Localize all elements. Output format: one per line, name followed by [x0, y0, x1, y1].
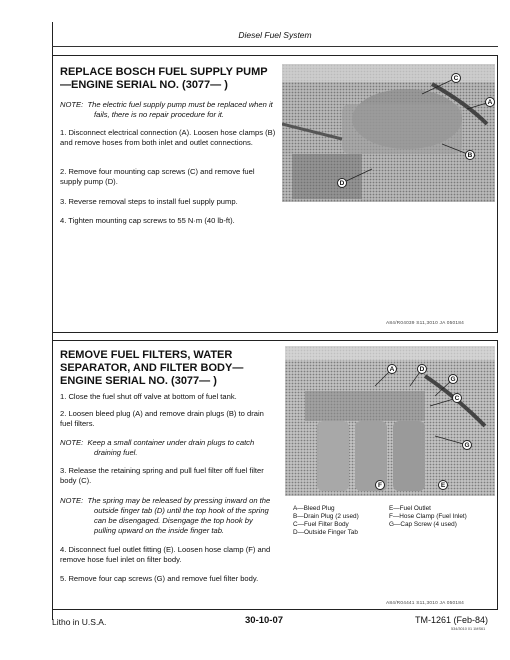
step-5: 5. Remove four cap screws (G) and remove fuel filter body.: [60, 574, 259, 583]
step-4: 4. Disconnect fuel outlet fitting (E). Loosen hose clamp (F) and remove hose fuel inlet on filter body.: [60, 545, 271, 564]
fuel-filter-photo: [285, 346, 495, 496]
photo-id: A84/R04441 S11,3010 JA 050184: [386, 601, 464, 606]
footer-small-code: 534/3010 01 1MS61: [451, 627, 486, 631]
step-3: 3. Release the retaining spring and pull fuel filter off fuel filter body (C).: [60, 466, 264, 485]
step-2: 2. Remove four mounting cap screws (C) and remove fuel supply pump (D).: [60, 167, 255, 186]
header-rule: [52, 46, 498, 47]
note-label: NOTE:: [60, 496, 84, 505]
legend-item: A—Bleed Plug: [293, 505, 335, 512]
callout-g-top: G: [448, 374, 458, 384]
manual-code: TM-1261 (Feb-84): [415, 615, 489, 625]
step-3: 3. Reverse removal steps to install fuel supply pump.: [60, 197, 238, 206]
note-label: NOTE:: [60, 438, 84, 447]
legend-left: [293, 505, 389, 537]
note-2: [60, 496, 276, 536]
callout-a: A: [485, 97, 495, 107]
callout-b: B: [465, 150, 475, 160]
footer-printed: Litho in U.S.A.: [52, 617, 107, 627]
callout-a: A: [387, 364, 397, 374]
note-text: The electric fuel supply pump must be replaced when it fails, there is no repair procedure for it.: [87, 100, 273, 119]
note: [60, 100, 276, 120]
note-text: The spring may be released by pressing inward on the outside finger tab (D) until the top hook of the spring can be disengaged. Disengage the top hook by pulling upward on the inside finger tab.: [87, 496, 271, 535]
callout-c: C: [451, 73, 461, 83]
legend-item: B—Drain Plug (2 used): [293, 513, 359, 520]
callout-g-side: G: [462, 440, 472, 450]
callout-c: C: [452, 393, 462, 403]
callout-f: F: [375, 480, 385, 490]
note-1: [60, 438, 276, 458]
legend-item: D—Outside Finger Tab: [293, 529, 358, 536]
page-number: 30-10-07: [245, 615, 284, 626]
section-remove-fuel-filters: [52, 340, 498, 610]
legend-item: E—Fuel Outlet: [389, 505, 431, 512]
note-label: NOTE:: [60, 100, 84, 109]
step-1: 1. Close the fuel shut off valve at bottom of fuel tank.: [60, 392, 237, 401]
step-4: 4. Tighten mounting cap screws to 55 N·m (40 lb-ft).: [60, 216, 235, 225]
section-replace-fuel-pump: [52, 55, 498, 333]
section-title: REMOVE FUEL FILTERS, WATER SEPARATOR, AND FILTER BODY—ENGINE SERIAL NO. (3077— ): [60, 349, 244, 387]
legend-item: F—Hose Clamp (Fuel Inlet): [389, 513, 467, 520]
step-1: 1. Disconnect electrical connection (A). Loosen hose clamps (B) and remove hoses from both inlet and outlet connections.: [60, 128, 276, 147]
fuel-pump-photo: [282, 64, 495, 202]
callout-d: D: [337, 178, 347, 188]
photo-id: A84/R04039 S11,3010 JA 050184: [386, 321, 464, 326]
callout-e: E: [438, 480, 448, 490]
legend-item: G—Cap Screw (4 used): [389, 521, 457, 528]
running-head: Diesel Fuel System: [238, 30, 312, 40]
legend-right: [389, 505, 497, 529]
note-text: Keep a small container under drain plugs to catch draining fuel.: [87, 438, 255, 457]
section-title: REPLACE BOSCH FUEL SUPPLY PUMP—ENGINE SERIAL NO. (3077— ): [60, 66, 268, 91]
callout-d: D: [417, 364, 427, 374]
step-2: 2. Loosen bleed plug (A) and remove drain plugs (B) to drain fuel filters.: [60, 409, 264, 428]
legend-item: C—Fuel Filter Body: [293, 521, 349, 528]
